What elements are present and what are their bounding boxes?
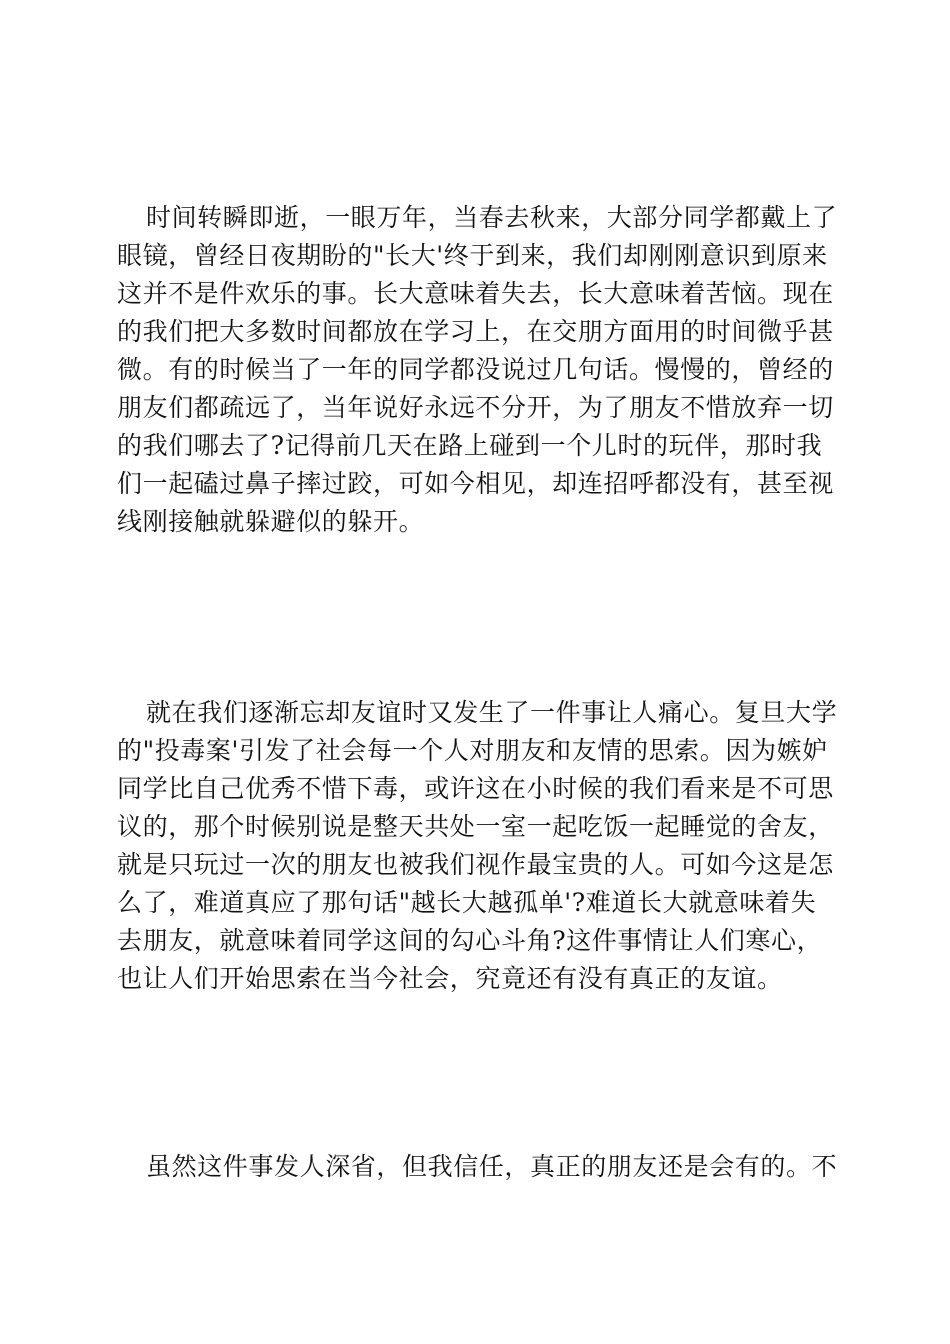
paragraph-line: 这并不是件欢乐的事。长大意味着失去，长大意味着苦恼。现在 xyxy=(117,279,834,308)
paragraph-2 xyxy=(117,694,837,998)
paragraph-line: 时间转瞬即逝，一眼万年，当春去秋来，大部分同学都戴上了 xyxy=(146,203,838,232)
paragraph-line: 的"投毒案'引发了社会每一个人对朋友和友情的思索。因为嫉妒 xyxy=(117,736,828,765)
paragraph-line: 的我们哪去了?记得前几天在路上碰到一个儿时的玩伴，那时我 xyxy=(117,431,823,460)
paragraph-line: 虽然这件事发人深省，但我信任，真正的朋友还是会有的。不 xyxy=(146,1152,838,1181)
paragraph-line: 眼镜，曾经日夜期盼的"长大'终于到来，我们却刚刚意识到原来 xyxy=(117,241,828,270)
paragraph-line: 就是只玩过一次的朋友也被我们视作最宝贵的人。可如今这是怎 xyxy=(117,850,834,879)
paragraph-line: 朋友们都疏远了，当年说好永远不分开，为了朋友不惜放弃一切 xyxy=(117,393,834,422)
paragraph-line: 议的，那个时候别说是整天共处一室一起吃饭一起睡觉的舍友， xyxy=(117,812,834,841)
paragraph-line: 去朋友，就意味着同学这间的勾心斗角?这件事情让人们寒心， xyxy=(117,926,823,955)
paragraph-line: 也让人们开始思索在当今社会，究竟还有没有真正的友谊。 xyxy=(117,964,783,993)
paragraph-line: 们一起磕过鼻子摔过跤，可如今相见，却连招呼都没有，甚至视 xyxy=(117,469,834,498)
paragraph-line: 么了，难道真应了那句话"越长大越孤单'?难道长大就意味着失 xyxy=(117,888,817,917)
paragraph-line: 就在我们逐渐忘却友谊时又发生了一件事让人痛心。复旦大学 xyxy=(146,698,838,727)
paragraph-line: 线刚接触就躲避似的躲开。 xyxy=(117,507,425,536)
paragraph-1 xyxy=(117,199,837,541)
paragraph-line: 同学比自己优秀不惜下毒，或许这在小时候的我们看来是不可思 xyxy=(117,774,834,803)
paragraph-line: 的我们把大多数时间都放在学习上，在交朋方面用的时间微乎甚 xyxy=(117,317,834,346)
paragraph-line: 微。有的时候当了一年的同学都没说过几句话。慢慢的，曾经的 xyxy=(117,355,834,384)
paragraph-3 xyxy=(117,1148,837,1186)
